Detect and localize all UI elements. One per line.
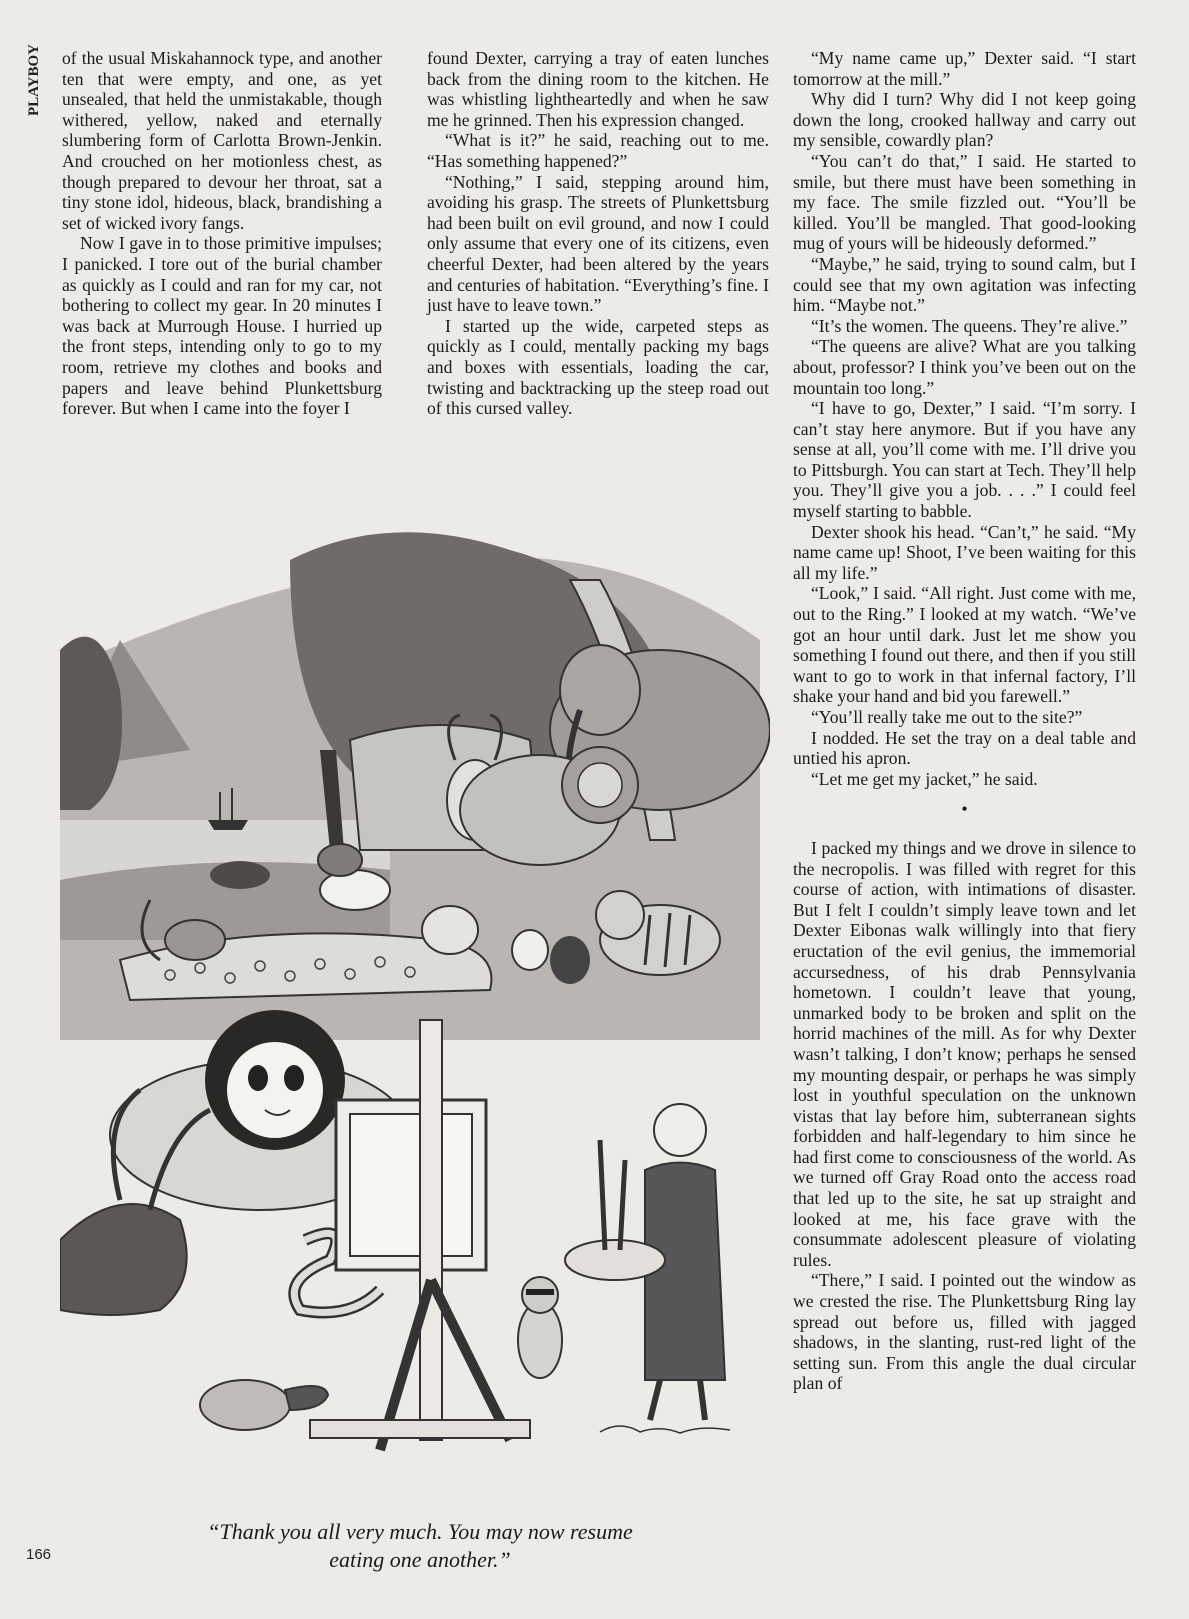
- painter-drawing: [565, 1104, 725, 1420]
- cartoon-illustration: [60, 520, 770, 1480]
- paragraph: Dexter shook his head. “Can’t,” he said. “My name came up! Shoot, I’ve been waiting for this all my life.”: [793, 521, 1136, 583]
- paragraph: “The queens are alive? What are you talking about, professor? I think you’ve been out on the mountain too long.”: [793, 336, 1136, 398]
- paragraph: “I have to go, Dexter,” I said. “I’m sorry. I can’t stay here anymore. But if you have any sense at all, you’ll come with me. I’ll drive you to Pittsburgh. You can start at Tech. They’ll help you. They’ll give you a job. . . .” I could feel myself starting to babble.: [793, 398, 1136, 522]
- paragraph: “Nothing,” I said, stepping around him, avoiding his grasp. The streets of Plunkettsburg had been built on evil ground, and now I could only assume that every one of its citizens, even cheerful Dexter, had been altered by the years and centuries of habitation. “Everything’s fine. I just have to leave town.”: [427, 171, 769, 316]
- paragraph: I nodded. He set the tray on a deal table and untied his apron.: [793, 727, 1136, 769]
- paragraph: I packed my things and we drove in silence to the necropolis. I was filled with regret for this course of action, with intimations of disaster. But I felt I couldn’t simply leave town and let Dexter Eibonas walk willingly into that fiery eructation of the evil genius, the immemorial accursedness, of his drab Pennsylvania hometown. I couldn’t leave that young, unmarked body to be broken and split on the horrid machines of the mill. As for why Dexter wasn’t talking, I don’t know; perhaps he sensed my mounting despair, or perhaps he was simply lost in youthful speculation on the unknown vistas that lay before him, subterranean sights forbidden and half-legendary to him since he had first come to consciousness of the world. As we turned off Gray Road onto the access road that led up to the site, he sat up straight and looked at me, his face grave with the consummate adolescent pleasure of violating rules.: [793, 837, 1136, 1270]
- paragraph: I started up the wide, carpeted steps as quickly as I could, mentally packing my bags and boxes with essentials, loading the car, twisting and backtracking up the steep road out of this cursed valley.: [427, 315, 769, 419]
- artist-signature: [600, 1426, 730, 1433]
- paragraph: “Look,” I said. “All right. Just come with me, out to the Ring.” I looked at my watch. “We’ve got an hour until dark. Just let me show you something I found out there, and then if you still want to go to work in that infernal factory, I’ll shake your hand and bid you farewell.”: [793, 583, 1136, 707]
- paragraph: Now I gave in to those primitive impulses; I panicked. I tore out of the burial chamber as quickly as I could and ran for my car, not bothering to collect my gear. In 20 minutes I was back at Murrough House. I hurried up the front steps, intending only to go to my room, retrieve my clothes and books and papers and leave behind Plunkettsburg forever. But when I came into the foyer I: [62, 233, 382, 419]
- raccoon-drawing: [518, 1277, 562, 1378]
- cartoon-caption: [160, 1518, 680, 1574]
- article-column-1: [62, 48, 382, 419]
- paragraph: Why did I turn? Why did I not keep going down the long, crooked hallway and carry out my sensible, cowardly plan?: [793, 89, 1136, 151]
- platypus-drawing: [200, 1380, 328, 1430]
- article-column-2: [427, 48, 769, 419]
- paragraph: “Let me get my jacket,” he said.: [811, 768, 1038, 789]
- magazine-name: PLAYBOY: [26, 44, 42, 116]
- paragraph: “You’ll really take me out to the site?”: [811, 707, 1083, 727]
- article-column-3: [793, 48, 1136, 1394]
- paragraph: “You can’t do that,” I said. He started to smile, but there must have been something in my face. The smile fizzled out. “You’ll be killed. You’ll be mangled. That good-looking mug of yours will be hideously deformed.”: [793, 150, 1136, 254]
- caption-line-2: eating one another.”: [329, 1547, 511, 1572]
- section-break: •: [961, 799, 968, 820]
- paragraph: “What is it?” he said, reaching out to me. “Has something happened?”: [427, 130, 769, 171]
- paragraph: “My name came up,” Dexter said. “I start tomorrow at the mill.”: [793, 48, 1136, 89]
- caption-line-1: “Thank you all very much. You may now resume: [207, 1519, 633, 1544]
- paragraph: “It’s the women. The queens. They’re alive.”: [811, 315, 1128, 336]
- paragraph: “Maybe,” he said, trying to sound calm, but I could see that my own agitation was infecting him. “Maybe not.”: [793, 253, 1136, 316]
- paragraph: of the usual Miskahannock type, and another ten that were empty, and one, as yet unsealed, that held the unmistakable, though withered, yellow, naked and eternally slumbering form of Carlotta Brown-Jenkin. And crouched on her motionless chest, as though prepared to devour her throat, sat a tiny stone idol, hideous, black, brandishing a set of wicked ivory fangs.: [62, 48, 382, 233]
- paragraph: found Dexter, carrying a tray of eaten lunches back from the dining room to the kitchen. He was whistling lightheartedly and when he saw me he grinned. Then his expression changed.: [427, 48, 769, 130]
- page-number: 166: [26, 1546, 52, 1563]
- paragraph: “There,” I said. I pointed out the window as we crested the rise. The Plunkettsburg Ring lay spread out before us, filled with jagged shadows, in the slanting, rust-red light of the setting sun. From this angle the dual circular plan of: [793, 1270, 1136, 1394]
